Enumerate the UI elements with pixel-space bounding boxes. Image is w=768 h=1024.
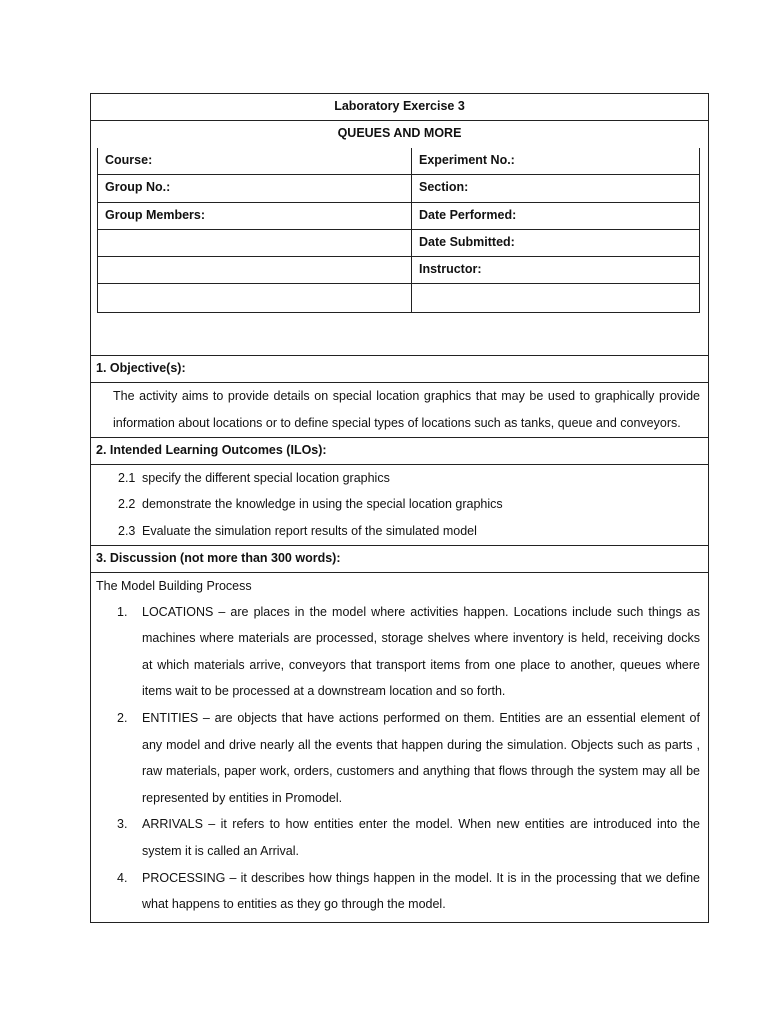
discussion-intro: The Model Building Process (96, 578, 252, 593)
ilo-item (91, 518, 708, 545)
exercise-subtitle: QUEUES AND MORE (337, 126, 462, 140)
member-blank-cell (98, 284, 411, 311)
item-number: 1. (117, 604, 128, 619)
date-submitted-label: Date Submitted: (411, 230, 699, 256)
experiment-no-label: Experiment No.: (411, 148, 699, 174)
item-number: 4. (117, 870, 128, 885)
course-label: Course: (105, 153, 153, 167)
list-item (91, 599, 708, 705)
item-text: LOCATIONS – are places in the model where activities happen. Locations include such things as machines where materials are processed, storage shelves where inventory is held, receiving docks at which materials arrive, conveyors that transport items from one place to another, queues where items wait to be processed at a downstream location and so forth. (142, 604, 700, 699)
list-item (91, 811, 708, 864)
subtitle-section (91, 121, 708, 356)
objectives-heading: 1. Objective(s): (91, 356, 708, 383)
list-item (91, 865, 708, 918)
ilo-text: Evaluate the simulation report results of the simulated model (142, 523, 477, 538)
discussion-body (91, 573, 708, 922)
spacer (91, 313, 708, 355)
objectives-body (91, 383, 708, 438)
info-row (98, 203, 699, 230)
section-label: Section: (411, 175, 699, 201)
lab-exercise-form (90, 93, 709, 923)
ilo-number: 2.3 (118, 523, 136, 538)
info-row (98, 230, 699, 257)
ilo-number: 2.2 (118, 497, 136, 512)
item-text: ARRIVALS – it refers to how entities enter the model. When new entities are introduced into the system it is called an Arrival. (142, 817, 700, 858)
ilo-item (91, 465, 708, 492)
group-no-label: Group No.: (105, 180, 171, 195)
objectives-text: The activity aims to provide details on special location graphics that may be used to graphically provide information about locations or to define special types of locations such as tanks, queue and conveyors. (113, 388, 700, 430)
member-blank-cell (98, 257, 411, 283)
item-number: 2. (117, 710, 128, 725)
ilo-number: 2.1 (118, 470, 136, 485)
group-members-label: Group Members: (105, 207, 206, 222)
info-row (98, 284, 699, 311)
info-row (98, 148, 699, 175)
item-text: PROCESSING – it describes how things happen in the model. It is in the processing that we define what happens to entities as they go through the model. (142, 870, 700, 912)
item-text: ENTITIES – are objects that have actions performed on them. Entities are an essential element of any model and drive nearly all the events that happen during the simulation. Objects such as parts , raw materials, paper work, orders, customers and anything that flows through the system may all be represented by entities in Promodel. (142, 710, 700, 805)
instructor-label: Instructor: (411, 257, 699, 283)
info-row (98, 175, 699, 202)
ilo-item (91, 491, 708, 518)
info-row (98, 257, 699, 284)
ilos-heading: 2. Intended Learning Outcomes (ILOs): (91, 438, 708, 465)
ilo-text: specify the different special location graphics (142, 470, 390, 485)
member-blank-cell (98, 230, 411, 256)
ilos-body (91, 465, 708, 546)
blank-cell (411, 284, 699, 311)
discussion-heading: 3. Discussion (not more than 300 words): (91, 546, 708, 573)
list-item (91, 705, 708, 811)
date-performed-label: Date Performed: (411, 203, 699, 229)
exercise-title: Laboratory Exercise 3 (91, 94, 708, 121)
item-number: 3. (117, 817, 128, 832)
ilo-text: demonstrate the knowledge in using the special location graphics (142, 497, 503, 512)
info-table (97, 148, 700, 313)
